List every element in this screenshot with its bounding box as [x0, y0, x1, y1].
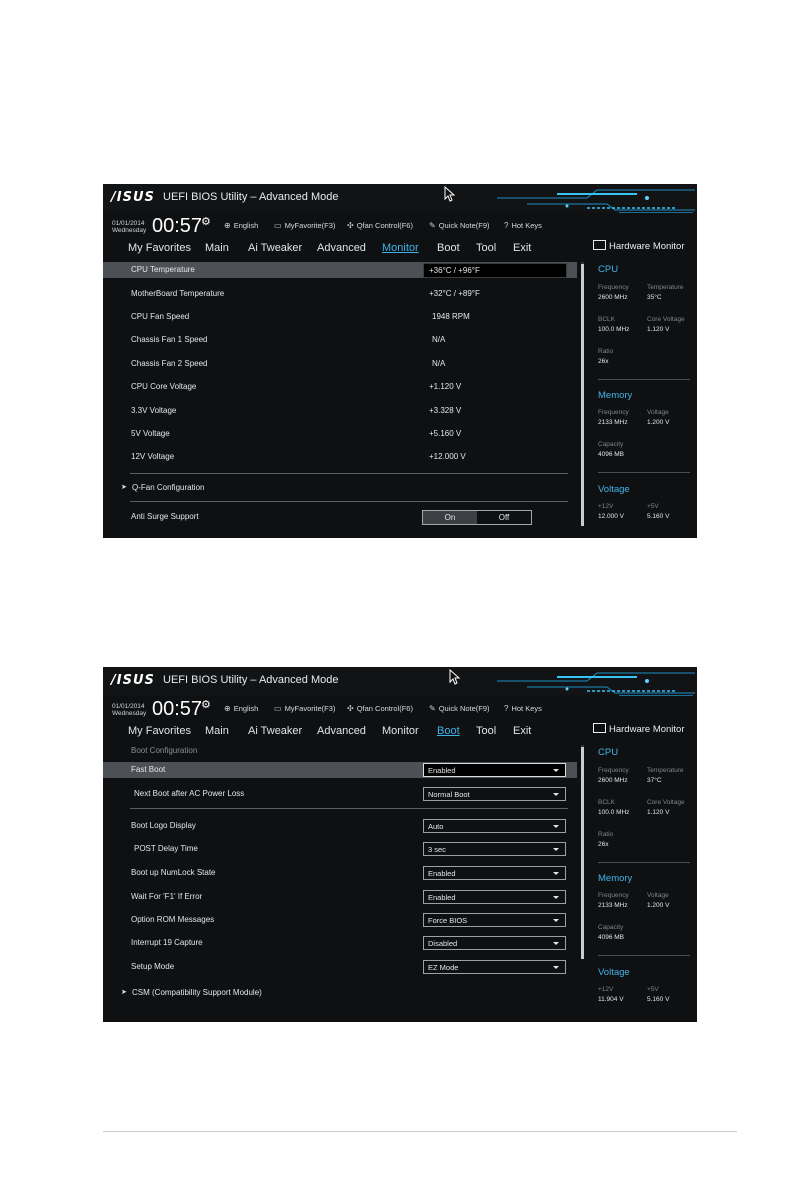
clock-time: 00:57 [152, 698, 203, 720]
setting-value: +3.328 V [429, 406, 462, 415]
fan-icon: ✣ [347, 221, 354, 230]
setting-row-wait-f1[interactable] [103, 889, 577, 905]
tab-tool[interactable]: Tool [476, 242, 497, 254]
setting-label: Chassis Fan 2 Speed [131, 359, 208, 368]
hardware-monitor-header [593, 723, 697, 735]
date-display [112, 703, 146, 717]
setting-row-3v3-voltage[interactable] [103, 403, 577, 419]
ratio-value: 26x [598, 358, 609, 365]
option-rom-select[interactable] [423, 913, 566, 927]
setting-row-option-rom[interactable] [103, 912, 577, 928]
divider [598, 379, 690, 380]
cpu-frequency-value: 2600 MHz [598, 294, 628, 301]
v12-value: 12.000 V [598, 513, 625, 520]
favorite-icon: ▭ [274, 221, 282, 230]
next-boot-select[interactable] [423, 787, 566, 801]
voltage-section-title: Voltage [598, 967, 630, 978]
setting-label: POST Delay Time [134, 844, 198, 853]
divider [598, 472, 690, 473]
hot-keys-label: Hot Keys [511, 221, 542, 230]
setting-label: Fast Boot [131, 765, 166, 774]
bclk-label: BCLK [598, 316, 615, 323]
selected-value: Auto [428, 822, 444, 831]
setting-label: Setup Mode [131, 962, 175, 971]
tab-tool[interactable]: Tool [476, 725, 497, 737]
quick-note-label: Quick Note(F9) [438, 221, 490, 230]
ratio-value: 26x [598, 841, 609, 848]
chevron-down-icon [553, 872, 559, 875]
hot-keys-button[interactable] [504, 221, 542, 230]
bclk-value: 100.0 MHz [598, 809, 630, 816]
myfavorite-label: MyFavorite(F3) [284, 221, 336, 230]
setting-label: Anti Surge Support [131, 512, 199, 521]
selected-value: Enabled [428, 869, 456, 878]
help-icon: ? [504, 221, 509, 230]
qfan-label: Qfan Control(F6) [356, 221, 413, 230]
tab-ai-tweaker[interactable]: Ai Tweaker [248, 242, 303, 254]
language-button[interactable] [224, 221, 258, 230]
v5-value: 5.160 V [647, 513, 670, 520]
circuit-decoration [437, 667, 697, 699]
myfavorite-button[interactable] [274, 704, 335, 713]
hardware-monitor-panel [591, 260, 697, 538]
setting-label: Next Boot after AC Power Loss [134, 789, 245, 798]
cpu-section-title: CPU [598, 264, 619, 275]
setting-row-12v-voltage[interactable] [103, 449, 577, 465]
setting-value: +12.000 V [429, 452, 466, 461]
submenu-arrow-icon: ➤ [121, 989, 127, 996]
tab-main[interactable]: Main [205, 725, 229, 737]
v12-value: 11.904 V [598, 996, 624, 1003]
title-bar [103, 667, 697, 695]
submenu-csm[interactable] [103, 985, 577, 1001]
cpu-temperature-value: 35°C [647, 294, 662, 301]
hardware-monitor-header [593, 240, 697, 252]
cpu-frequency-label: Frequency [598, 284, 629, 291]
selected-value: EZ Mode [428, 963, 459, 972]
setting-row-fast-boot[interactable] [103, 762, 577, 778]
setting-row-next-boot-ac-loss[interactable] [103, 786, 577, 802]
setting-row-anti-surge[interactable] [103, 509, 577, 525]
memory-voltage-label: Voltage [647, 892, 669, 899]
gear-icon[interactable]: ⚙ [201, 699, 211, 711]
help-icon: ? [504, 704, 509, 713]
scrollbar-thumb[interactable] [581, 747, 584, 959]
title-bar [103, 184, 697, 212]
bios-screenshot-monitor [103, 184, 697, 538]
hardware-monitor-panel [591, 743, 697, 1022]
setting-value: 1948 RPM [432, 312, 470, 321]
cpu-section-title: CPU [598, 747, 619, 758]
memory-frequency-label: Frequency [598, 892, 629, 899]
chevron-down-icon [553, 825, 559, 828]
fast-boot-select[interactable] [423, 763, 566, 777]
fan-icon: ✣ [347, 704, 354, 713]
setting-label: Wait For 'F1' If Error [131, 892, 203, 901]
asus-logo: /ISUS [111, 673, 155, 688]
asus-logo: /ISUS [111, 190, 155, 205]
tab-monitor[interactable]: Monitor [382, 725, 419, 737]
globe-icon: ⊕ [224, 704, 231, 713]
numlock-select[interactable] [423, 866, 566, 880]
scrollbar-thumb[interactable] [581, 264, 584, 526]
core-voltage-value: 1.120 V [647, 326, 670, 333]
section-header-boot-configuration [103, 743, 577, 759]
core-voltage-value: 1.120 V [647, 809, 670, 816]
tab-exit[interactable]: Exit [513, 725, 532, 737]
date-display [112, 220, 146, 234]
tab-boot[interactable]: Boot [437, 242, 460, 254]
hardware-monitor-title: Hardware Monitor [609, 724, 685, 735]
divider [130, 808, 568, 809]
date-text: 01/01/2014 [112, 703, 145, 710]
toggle-off[interactable]: Off [498, 513, 510, 522]
note-icon: ✎ [429, 704, 436, 713]
myfavorite-button[interactable] [274, 221, 335, 230]
ratio-label: Ratio [598, 348, 614, 355]
tab-monitor[interactable]: Monitor [382, 242, 419, 254]
cpu-frequency-value: 2600 MHz [598, 777, 628, 784]
divider [130, 501, 568, 502]
submenu-qfan-configuration[interactable] [103, 480, 577, 496]
globe-icon: ⊕ [224, 221, 231, 230]
divider [130, 473, 568, 474]
setting-value: +32°C / +89°F [429, 289, 480, 298]
bios-screenshot-boot [103, 667, 697, 1022]
setting-value: +1.120 V [429, 382, 462, 391]
tab-advanced[interactable]: Advanced [317, 242, 366, 254]
core-voltage-label: Core Voltage [647, 316, 685, 323]
setting-row-setup-mode[interactable] [103, 959, 577, 975]
v12-label: +12V [598, 986, 614, 993]
setting-label: Boot up NumLock State [131, 868, 216, 877]
capacity-label: Capacity [598, 441, 624, 448]
memory-frequency-value: 2133 MHz [598, 902, 628, 909]
mouse-cursor-icon [449, 669, 461, 685]
qfan-label: Qfan Control(F6) [356, 704, 413, 713]
weekday-text: Wednesday [112, 710, 147, 717]
divider [598, 955, 690, 956]
setting-row-interrupt-19[interactable] [103, 935, 577, 951]
cpu-temperature-label: Temperature [647, 284, 684, 291]
memory-section-title: Memory [598, 873, 633, 884]
tab-my-favorites[interactable]: My Favorites [128, 725, 191, 737]
v12-label: +12V [598, 503, 614, 510]
language-button[interactable] [224, 704, 258, 713]
cpu-temperature-value: 37°C [647, 777, 662, 784]
setting-value: +5.160 V [429, 429, 462, 438]
setting-label: CPU Fan Speed [131, 312, 190, 321]
v5-label: +5V [647, 986, 659, 993]
info-bar [103, 213, 697, 238]
submenu-arrow-icon: ➤ [121, 484, 127, 491]
chevron-down-icon [553, 942, 559, 945]
chevron-down-icon [553, 919, 559, 922]
selected-value: Enabled [428, 893, 456, 902]
setting-label: Boot Logo Display [131, 821, 196, 830]
setting-label: Interrupt 19 Capture [131, 938, 203, 947]
circuit-decoration [437, 184, 697, 216]
page-footer-rule [103, 1131, 737, 1132]
setting-row-numlock[interactable] [103, 865, 577, 881]
app-title: UEFI BIOS Utility – Advanced Mode [163, 674, 339, 686]
capacity-value: 4096 MB [598, 934, 625, 941]
cpu-temperature-label: Temperature [647, 767, 684, 774]
qfan-control-button[interactable] [347, 704, 413, 713]
quick-note-button[interactable] [429, 221, 490, 230]
memory-frequency-value: 2133 MHz [598, 419, 628, 426]
gear-icon[interactable]: ⚙ [201, 216, 211, 228]
setting-row-mb-temperature[interactable] [103, 286, 577, 302]
setting-row-chassis-fan-2[interactable] [103, 356, 577, 372]
monitor-icon [593, 723, 606, 733]
tab-my-favorites[interactable]: My Favorites [128, 242, 191, 254]
memory-section-title: Memory [598, 390, 633, 401]
nav-tabs [103, 239, 589, 259]
date-text: 01/01/2014 [112, 220, 145, 227]
selected-value: Enabled [428, 766, 456, 775]
tab-advanced[interactable]: Advanced [317, 725, 366, 737]
setting-row-cpu-core-voltage[interactable] [103, 379, 577, 395]
toggle-on[interactable]: On [423, 511, 477, 524]
weekday-text: Wednesday [112, 227, 147, 234]
capacity-label: Capacity [598, 924, 624, 931]
setting-label: CPU Core Voltage [131, 382, 197, 391]
setting-value: N/A [432, 359, 446, 368]
chevron-down-icon [553, 896, 559, 899]
setting-value: +36°C / +96°F [429, 266, 480, 275]
ratio-label: Ratio [598, 831, 614, 838]
app-title: UEFI BIOS Utility – Advanced Mode [163, 191, 339, 203]
submenu-label: Q-Fan Configuration [132, 483, 205, 492]
setting-label: Option ROM Messages [131, 915, 215, 924]
core-voltage-label: Core Voltage [647, 799, 685, 806]
language-label: English [233, 221, 259, 230]
wait-f1-select[interactable] [423, 890, 566, 904]
anti-surge-toggle[interactable] [422, 510, 532, 525]
language-label: English [233, 704, 259, 713]
setup-mode-select[interactable] [423, 960, 566, 974]
post-delay-select[interactable] [423, 842, 566, 856]
setting-row-chassis-fan-1[interactable] [103, 332, 577, 348]
setting-label: 3.3V Voltage [131, 406, 177, 415]
tab-ai-tweaker[interactable]: Ai Tweaker [248, 725, 303, 737]
chevron-down-icon [553, 848, 559, 851]
capacity-value: 4096 MB [598, 451, 625, 458]
tab-exit[interactable]: Exit [513, 242, 532, 254]
cpu-frequency-label: Frequency [598, 767, 629, 774]
selected-value: Disabled [428, 939, 458, 948]
memory-frequency-label: Frequency [598, 409, 629, 416]
selected-value: Normal Boot [428, 790, 470, 799]
tab-boot[interactable]: Boot [437, 725, 460, 737]
value-box [423, 263, 567, 278]
note-icon: ✎ [429, 221, 436, 230]
memory-voltage-label: Voltage [647, 409, 669, 416]
selected-value: Force BIOS [428, 916, 468, 925]
setting-label: CPU Temperature [131, 265, 195, 274]
myfavorite-label: MyFavorite(F3) [284, 704, 336, 713]
hardware-monitor-title: Hardware Monitor [609, 241, 685, 252]
info-bar [103, 696, 697, 721]
section-header-label: Boot Configuration [131, 746, 198, 755]
qfan-control-button[interactable] [347, 221, 413, 230]
favorite-icon: ▭ [274, 704, 282, 713]
memory-voltage-value: 1.200 V [647, 902, 670, 909]
submenu-label: CSM (Compatibility Support Module) [132, 988, 262, 997]
setting-row-5v-voltage[interactable] [103, 426, 577, 442]
selected-value: 3 sec [428, 845, 446, 854]
voltage-section-title: Voltage [598, 484, 630, 495]
setting-row-cpu-fan[interactable] [103, 309, 577, 325]
clock-time: 00:57 [152, 215, 203, 237]
hot-keys-button[interactable] [504, 704, 542, 713]
bclk-value: 100.0 MHz [598, 326, 630, 333]
quick-note-button[interactable] [429, 704, 490, 713]
chevron-down-icon [553, 769, 559, 772]
hot-keys-label: Hot Keys [511, 704, 542, 713]
memory-voltage-value: 1.200 V [647, 419, 670, 426]
boot-logo-select[interactable] [423, 819, 566, 833]
bclk-label: BCLK [598, 799, 615, 806]
tab-main[interactable]: Main [205, 242, 229, 254]
mouse-cursor-icon [444, 186, 456, 202]
setting-label: 5V Voltage [131, 429, 170, 438]
v5-label: +5V [647, 503, 659, 510]
setting-label: 12V Voltage [131, 452, 175, 461]
setting-row-post-delay[interactable] [103, 841, 577, 857]
setting-row-cpu-temperature[interactable] [103, 262, 577, 278]
setting-label: MotherBoard Temperature [131, 289, 225, 298]
setting-label: Chassis Fan 1 Speed [131, 335, 208, 344]
chevron-down-icon [553, 793, 559, 796]
interrupt-19-select[interactable] [423, 936, 566, 950]
nav-tabs [103, 722, 589, 742]
chevron-down-icon [553, 966, 559, 969]
setting-row-boot-logo[interactable] [103, 818, 577, 834]
setting-value: N/A [432, 335, 446, 344]
monitor-icon [593, 240, 606, 250]
divider [598, 862, 690, 863]
quick-note-label: Quick Note(F9) [438, 704, 490, 713]
v5-value: 5.160 V [647, 996, 670, 1003]
